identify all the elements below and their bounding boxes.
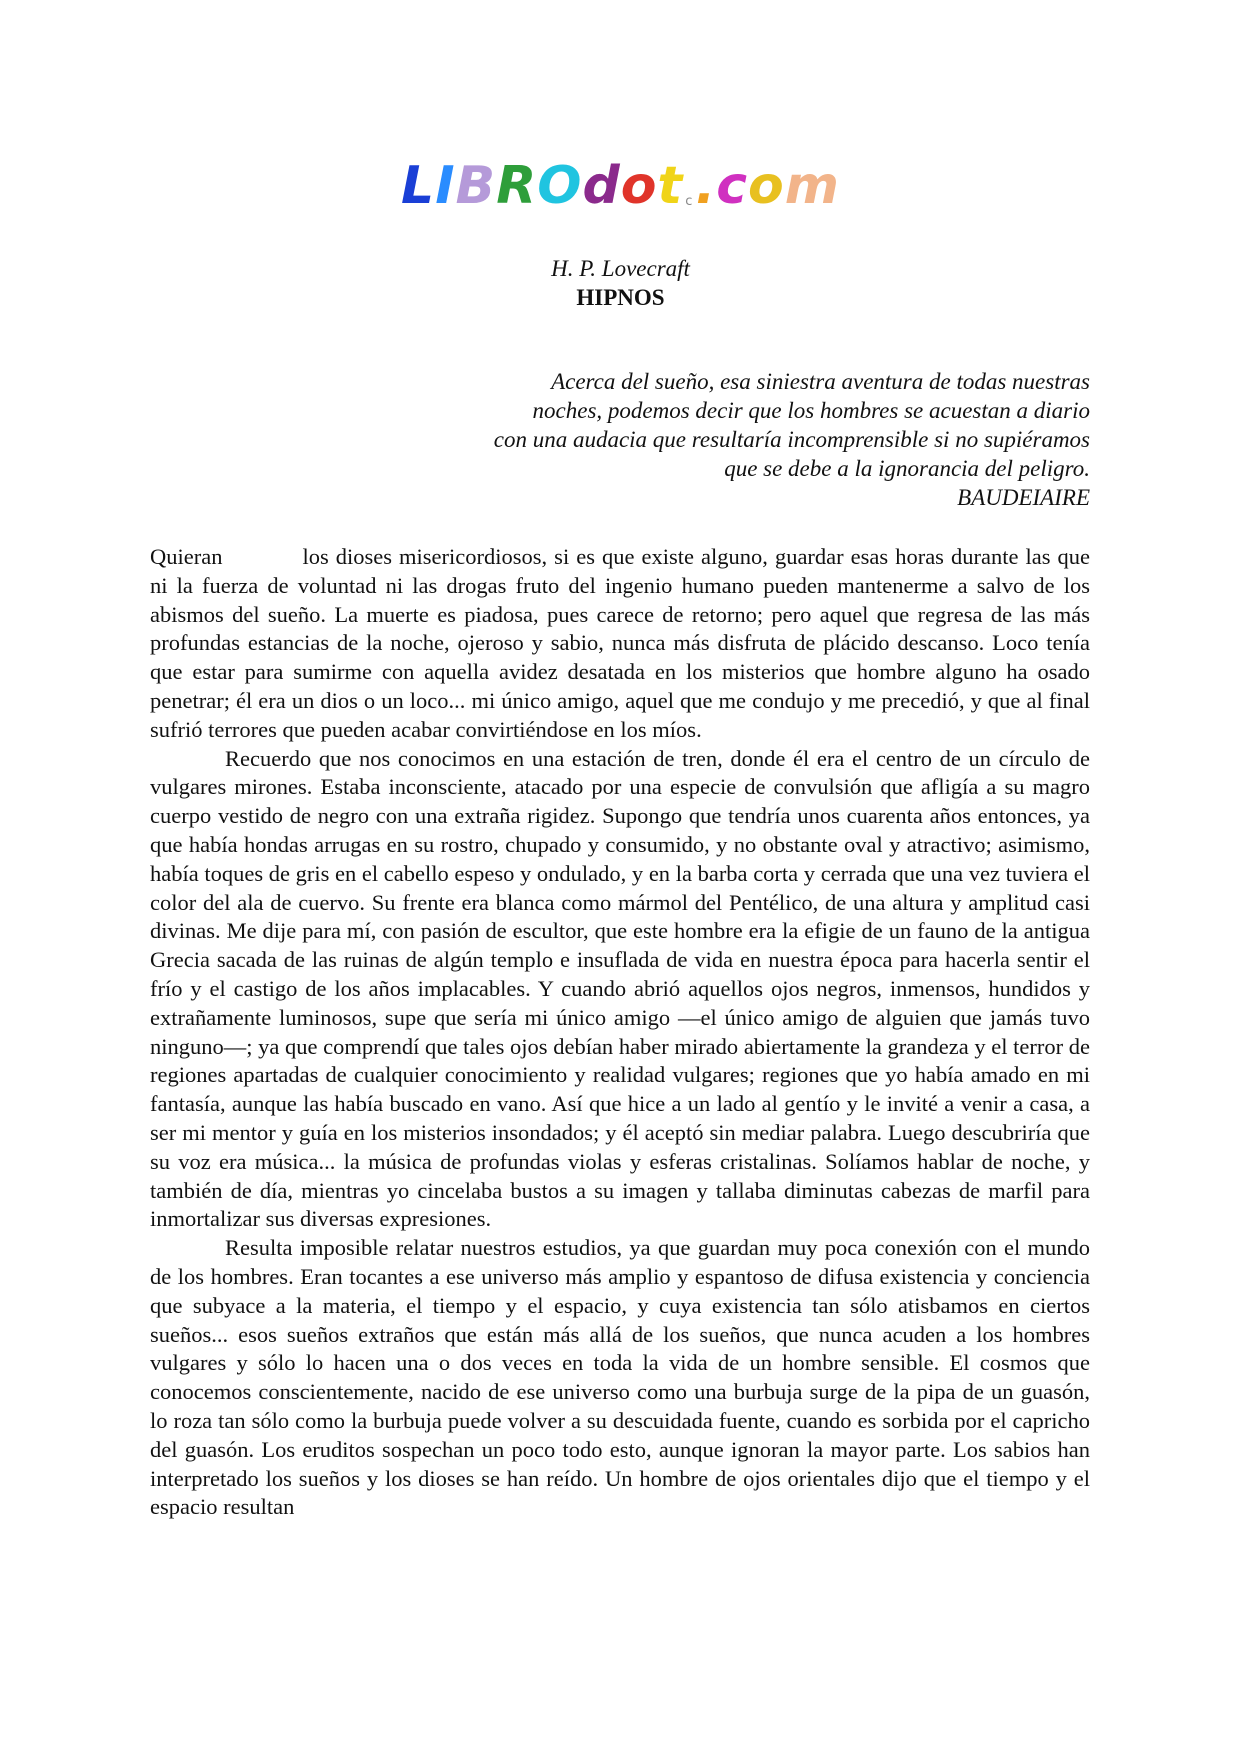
paragraph-1-text: los dioses misericordiosos, si es que existe alguno, guardar esas horas durante las que ni la fuerza de voluntad ni las drogas fruto del ingenio humano pueden mantenerme a salvo de los abismos del sueño. La muerte es piadosa, pues carece de retorno; pero aquel que regresa de las más profundas estancias de la noche, ojeroso y sabio, nunca más disfruta de plácido descanso. Loco tenía que estar para sumirme con aquella avidez desatada en los misterios que hombre alguno ha osado penetrar; él era un dios o un loco... mi único amigo, aquel que me condujo y me precedió, y que al final sufrió terrores que pueden acabar convirtiéndose en los míos. xyxy=(150,544,1090,742)
logo-letter: . xyxy=(695,156,717,216)
epigraph-attribution: BAUDEIAIRE xyxy=(957,485,1090,510)
story-title: HIPNOS xyxy=(576,285,665,310)
author-name: H. P. Lovecraft xyxy=(551,256,690,281)
logo-letter: d xyxy=(582,156,621,216)
logo-letter: I xyxy=(435,156,456,216)
logo-letter: L xyxy=(401,156,436,216)
logo-letter: t xyxy=(657,156,684,216)
paragraph-1-first-word: Quieran xyxy=(150,544,223,569)
epigraph-line: que se debe a la ignorancia del peligro. xyxy=(724,456,1090,481)
paragraph-1 xyxy=(150,543,1090,745)
logo-letter: o xyxy=(620,156,658,216)
story-body xyxy=(150,543,1090,1522)
logo-letter: c xyxy=(716,156,749,216)
epigraph-line: con una audacia que resultaría incomprensible si no supiéramos xyxy=(493,427,1090,452)
paragraph-3: Resulta imposible relatar nuestros estudios, ya que guardan muy poca conexión con el mundo de los hombres. Eran tocantes a ese universo más amplio y espantoso de difusa existencia y conciencia que subyace a la materia, el tiempo y el espacio, y cuya existencia tan sólo atisbamos en ciertos sueños... esos sueños extraños que están más allá de los sueños, que nunca acuden a los hombres vulgares y sólo lo hacen una o dos veces en toda la vida de un hombre sensible. El cosmos que conocemos conscientemente, nacido de ese universo como una burbuja surge de la pipa de un guasón, lo roza tan sólo como la burbuja puede volver a su descuidada fuente, cuando es sorbida por el capricho del guasón. Los eruditos sospechan un poco todo esto, aunque ignoran la mayor parte. Los sabios han interpretado los sueños y los dioses se han reído. Un hombre de ojos orientales dijo que el tiempo y el espacio resultan xyxy=(150,1235,1090,1520)
logo-letter: m xyxy=(784,156,840,216)
epigraph-line: noches, podemos decir que los hombres se acuestan a diario xyxy=(532,398,1090,423)
logo-letter: O xyxy=(537,156,583,216)
logo-letter: R xyxy=(496,156,538,216)
librodot-logo xyxy=(0,156,1241,232)
epigraph-line: Acerca del sueño, esa siniestra aventura de todas nuestras xyxy=(551,369,1090,394)
epigraph xyxy=(410,367,1090,512)
paragraph-2: Recuerdo que nos conocimos en una estación de tren, donde él era el centro de un círculo de vulgares mirones. Estaba inconsciente, atacado por una especie de convulsión que afligía a su magro cuerpo vestido de negro con una extraña rigidez. Supongo que tendría unos cuarenta años entonces, ya que había hondas arrugas en su rostro, chupado y consumido, y no obstante oval y atractivo; asimismo, había toques de gris en el cabello espeso y ondulado, y en la barba corta y cerrada que una vez tuviera el color del ala de cuervo. Su frente era blanca como mármol del Pentélico, de una altura y amplitud casi divinas. Me dije para mí, con pasión de escultor, que este hombre era la efigie de un fauno de la antigua Grecia sacada de las ruinas de algún templo e insuflada de vida en nuestra época para hacerla sentir el frío y el castigo de los años implacables. Y cuando abrió aquellos ojos negros, inmensos, hundidos y extrañamente luminosos, supe que sería mi único amigo —el único amigo de alguien que jamás tuvo ninguno—; ya que comprendí que tales ojos debían haber mirado abiertamente la grandeza y el terror de regiones apartadas de cualquier conocimiento y realidad vulgares; regiones que yo había amado en mi fantasía, aunque las había buscado en vano. Así que hice a un lado al gentío y le invité a venir a casa, a ser mi mentor y guía en los misterios insondados; y él aceptó sin mediar palabra. Luego descubriría que su voz era música... la música de profundas violas y esferas cristalinas. Solíamos hablar de noche, y también de día, mientras yo cincelaba bustos a su imagen y tallaba diminutas cabezas de marfil para inmortalizar sus diversas expresiones. xyxy=(150,745,1090,1232)
logo-copyright-mark: c xyxy=(685,194,694,209)
logo-letter: o xyxy=(748,156,785,216)
logo-letter: B xyxy=(455,156,497,216)
